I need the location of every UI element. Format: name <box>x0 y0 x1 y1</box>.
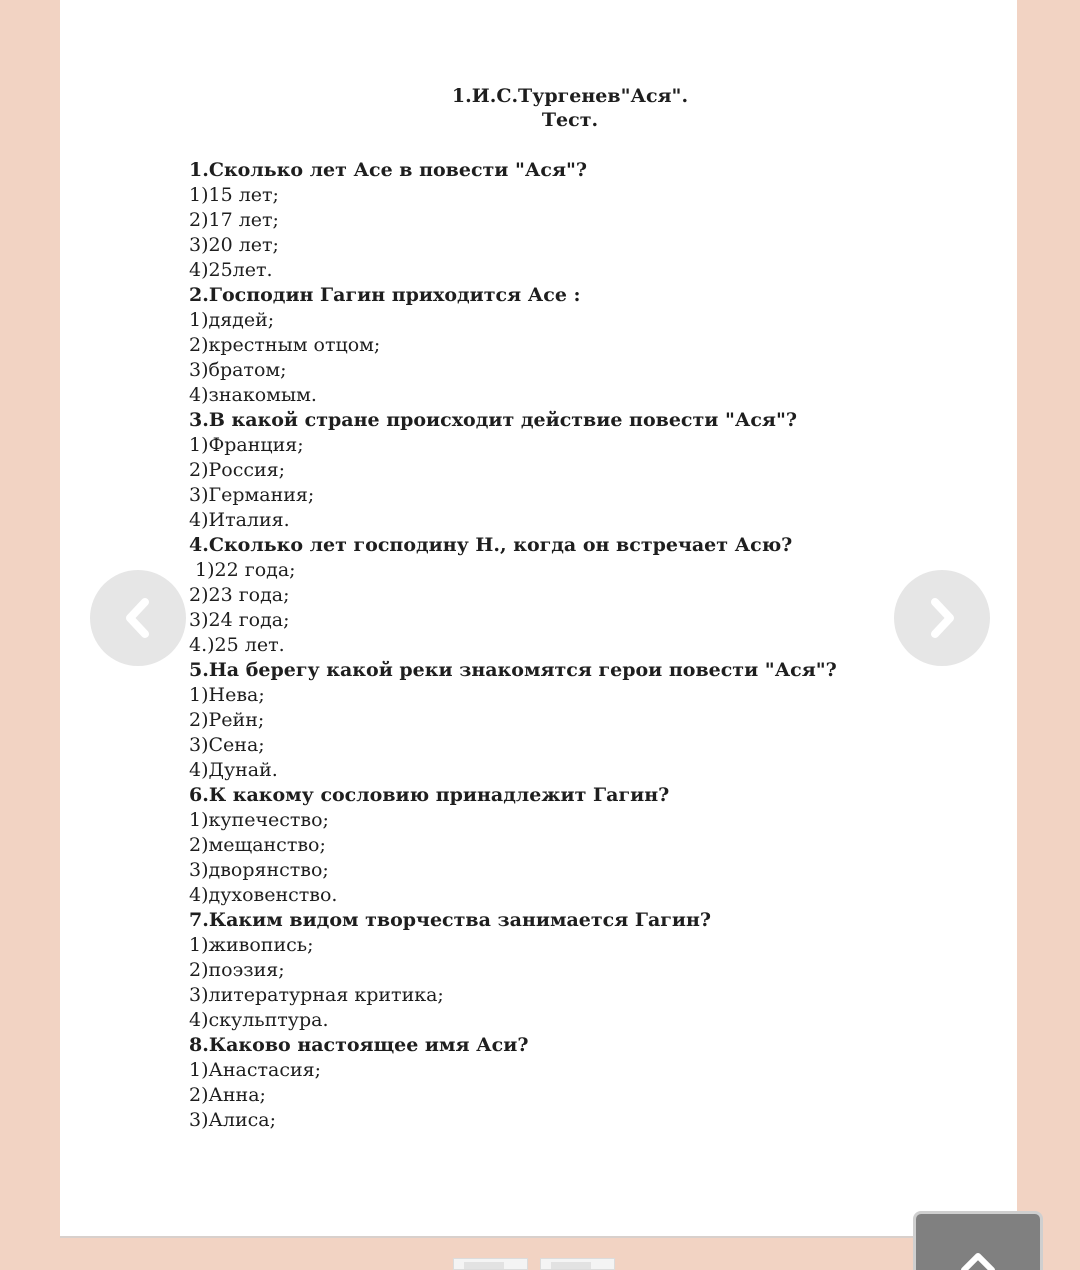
answer-option: 3)дворянство; <box>189 859 329 881</box>
answer-option: 4)25лет. <box>189 259 273 281</box>
chevron-left-icon <box>118 596 158 640</box>
question-text: 4.Сколько лет господину Н., когда он встречает Асю? <box>189 534 793 556</box>
answer-option: 1)Анастасия; <box>189 1059 322 1081</box>
answer-option: 2)17 лет; <box>189 209 279 231</box>
question-text: 1.Сколько лет Асе в повести "Ася"? <box>189 159 588 181</box>
answer-option: 3)Германия; <box>189 484 315 506</box>
question-text: 8.Каково настоящее имя Аси? <box>189 1034 529 1056</box>
scroll-to-top-button[interactable] <box>913 1211 1043 1270</box>
answer-option: 1)15 лет; <box>189 184 279 206</box>
question-block-6 <box>189 783 837 908</box>
question-block-7 <box>189 908 837 1033</box>
question-text: 6.К какому сословию принадлежит Гагин? <box>189 784 670 806</box>
question-block-3 <box>189 408 837 533</box>
answer-option: 4)Италия. <box>189 509 290 531</box>
answer-option: 1)дядей; <box>189 309 275 331</box>
answer-option: 2)23 года; <box>189 584 290 606</box>
page-thumbnail-icon <box>464 1262 504 1270</box>
image-thumbnail-2[interactable] <box>540 1258 615 1270</box>
document-subtitle: Тест. <box>541 109 599 131</box>
question-block-8 <box>189 1033 837 1133</box>
answer-option: 1)Нева; <box>189 684 265 706</box>
answer-option: 2)крестным отцом; <box>189 334 381 356</box>
page-thumbnail-icon <box>551 1262 591 1270</box>
question-list <box>189 158 837 1133</box>
answer-option: 2)Рейн; <box>189 709 265 731</box>
document-page <box>60 0 1017 1238</box>
question-text: 5.На берегу какой реки знакомятся герои повести "Ася"? <box>189 659 837 681</box>
question-block-4 <box>189 533 837 658</box>
question-block-5 <box>189 658 837 783</box>
answer-option: 4)знакомым. <box>189 384 317 406</box>
answer-option: 4)скульптура. <box>189 1009 329 1031</box>
answer-option: 3)Сена; <box>189 734 265 756</box>
previous-image-button[interactable] <box>90 570 186 666</box>
answer-option: 1)живопись; <box>189 934 314 956</box>
question-block-2 <box>189 283 837 408</box>
answer-option: 1)купечество; <box>189 809 329 831</box>
answer-option: 4)Дунай. <box>189 759 278 781</box>
next-image-button[interactable] <box>894 570 990 666</box>
chevron-right-icon <box>922 596 962 640</box>
image-thumbnail-1[interactable] <box>453 1258 528 1270</box>
answer-option: 2)Россия; <box>189 459 286 481</box>
answer-option: 4.)25 лет. <box>189 634 285 656</box>
question-text: 3.В какой стране происходит действие повести "Ася"? <box>189 409 797 431</box>
question-text: 7.Каким видом творчества занимается Гагин? <box>189 909 712 931</box>
answer-option: 3)Алиса; <box>189 1109 276 1131</box>
document-header <box>189 84 951 132</box>
answer-option: 3)20 лет; <box>189 234 279 256</box>
answer-option: 2)поэзия; <box>189 959 285 981</box>
chevron-up-icon <box>960 1250 996 1270</box>
answer-option: 1)Франция; <box>189 434 304 456</box>
answer-option: 1)22 года; <box>189 559 296 581</box>
answer-option: 2)Анна; <box>189 1084 266 1106</box>
question-block-1 <box>189 158 837 283</box>
answer-option: 2)мещанство; <box>189 834 326 856</box>
answer-option: 4)духовенство. <box>189 884 338 906</box>
answer-option: 3)литературная критика; <box>189 984 444 1006</box>
question-text: 2.Господин Гагин приходится Асе : <box>189 284 581 306</box>
answer-option: 3)братом; <box>189 359 287 381</box>
document-title: 1.И.С.Тургенев"Ася". <box>451 85 689 107</box>
answer-option: 3)24 года; <box>189 609 290 631</box>
